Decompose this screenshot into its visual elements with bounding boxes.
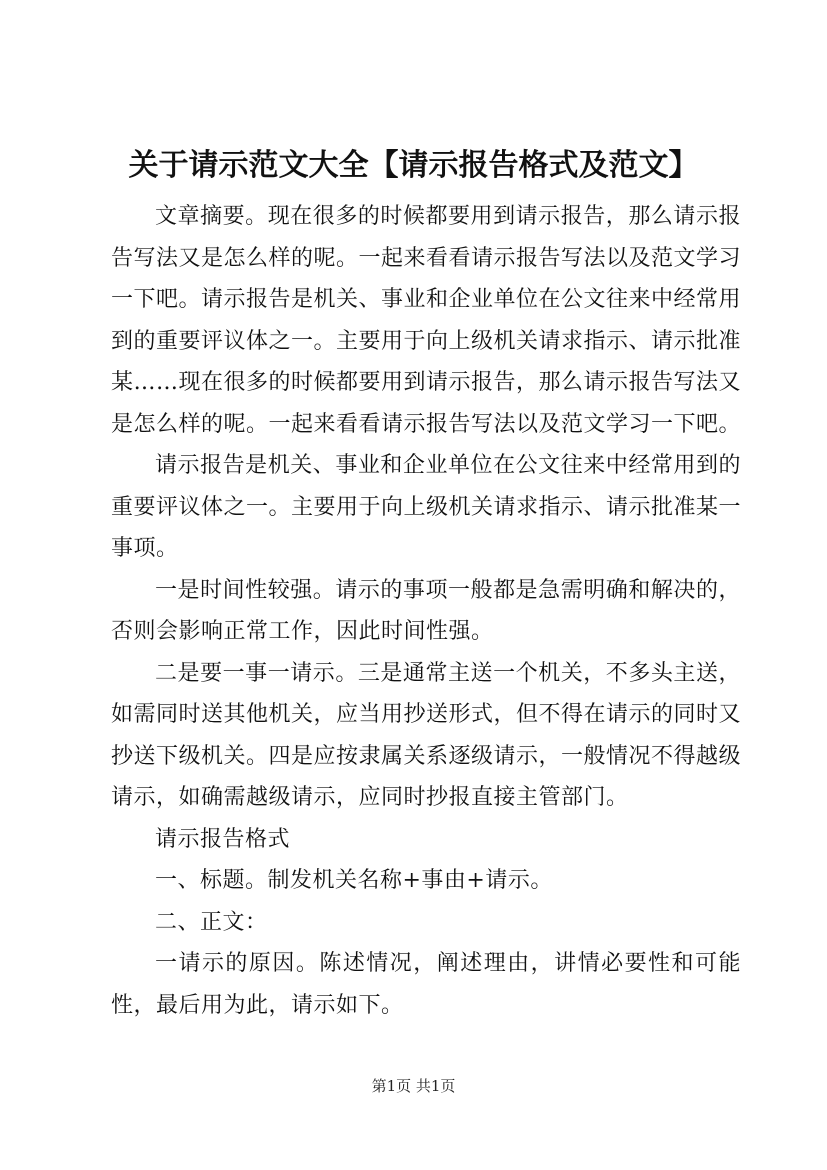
paragraph-abstract: 文章摘要。现在很多的时候都要用到请示报告，那么请示报告写法又是怎么样的呢。一起来看看请示报告写法以及范文学习一下吧。请示报告是机关、事业和企业单位在公文往来中经常用到的重要评议体之一。主要用于向上级机关请求指示、请示批准某……现在很多的时候都要用到请示报告，那么请示报告写法又是怎么样的呢。一起来看看请示报告写法以及范文学习一下吧。 — [111, 204, 742, 437]
paragraph-format-body: 二、正文： — [155, 909, 268, 935]
paragraph-definition: 请示报告是机关、事业和企业单位在公文往来中经常用到的重要评议体之一。主要用于向上级机关请求指示、请示批准某一事项。 — [111, 453, 742, 561]
page-footer: 第1页 共1页 — [371, 1077, 456, 1095]
section-heading-format: 请示报告格式 — [155, 826, 291, 852]
paragraph-point-one: 一是时间性较强。请示的事项一般都是急需明确和解决的，否则会影响正常工作，因此时间性强。 — [111, 577, 741, 644]
document-body — [111, 196, 741, 1026]
document-title: 关于请示范文大全【请示报告格式及范文】 — [128, 148, 699, 183]
paragraph-points-two-to-four: 二是要一事一请示。三是通常主送一个机关，不多头主送，如需同时送其他机关，应当用抄送形式，但不得在请示的同时又抄送下级机关。四是应按隶属关系逐级请示，一般情况不得越级请示，如确需越级请示，应同时抄报直接主管部门。 — [111, 660, 742, 810]
paragraph-request-reason: 一请示的原因。陈述情况，阐述理由，讲情必要性和可能性，最后用为此，请示如下。 — [111, 951, 741, 1018]
paragraph-format-title: 一、标题。制发机关名称+事由+请示。 — [155, 868, 553, 893]
